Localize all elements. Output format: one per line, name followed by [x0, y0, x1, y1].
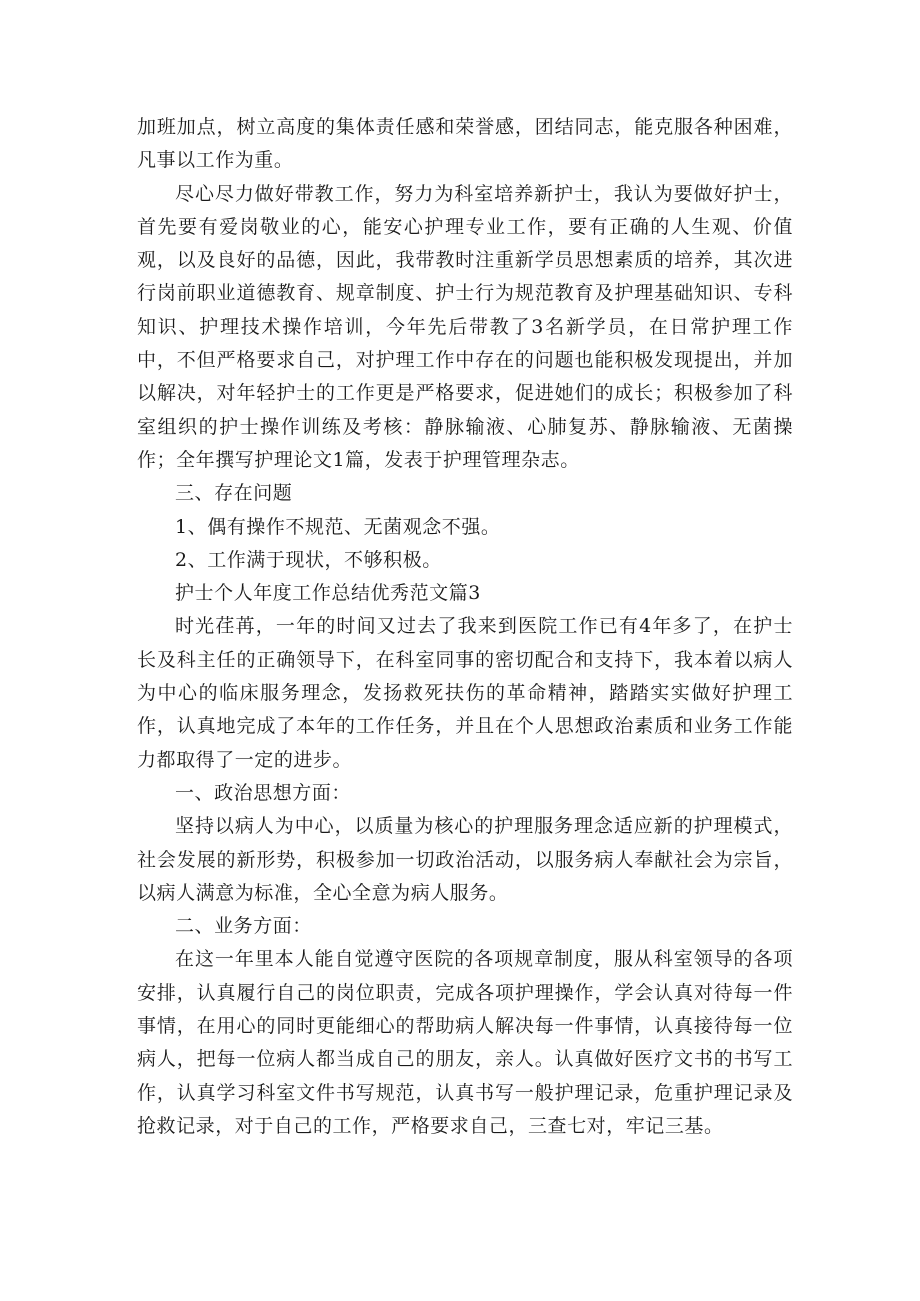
list-item-problem-2: 2、工作满于现状，不够积极。 — [175, 548, 442, 571]
paragraph-teaching-work: 尽心尽力做好带教工作，努力为科室培养新护士，我认为要做好护士，首先要有爱岗敬业的心，能安心护理专业工作，要有正确的人生观、价值观，以及良好的品德，因此，我带教时注重新学员思想素质的培养，其次进行岗前职业道德教育、规章制度、护士行为规范教育及护理基础知识、专科知识、护理技术操作培训，今年先后带教了3名新学员，在日常护理工作中，不但严格要求自己，对护理工作中存在的问题也能积极发现提出，并加以解决，对年轻护士的工作更是严格要求，促进她们的成长；积极参加了科室组织的护士操作训练及考核：静脉输液、心肺复苏、静脉输液、无菌操作；全年撰写护理论文1篇，发表于护理管理杂志。 — [137, 182, 793, 471]
article-title: 护士个人年度工作总结优秀范文篇3 — [175, 582, 481, 605]
paragraph-intro: 时光荏苒，一年的时间又过去了我来到医院工作已有4年多了，在护士长及科主任的正确领导下，在科室同事的密切配合和支持下，我本着以病人为中心的临床服务理念，发扬救死扶伤的革命精神，踏踏实实做好护理工作，认真地完成了本年的工作任务，并且在个人思想政治素质和业务工作能力都取得了一定的进步。 — [137, 615, 793, 771]
paragraph-continuation: 加班加点，树立高度的集体责任感和荣誉感，团结同志，能克服各种困难，凡事以工作为重。 — [137, 116, 793, 172]
section-heading-business: 二、业务方面： — [175, 915, 312, 938]
section-heading-existing-problems: 三、存在问题 — [175, 482, 293, 505]
section-heading-political: 一、政治思想方面： — [175, 781, 351, 804]
paragraph-business: 在这一年里本人能自觉遵守医院的各项规章制度，服从科室领导的各项安排，认真履行自己的岗位职责，完成各项护理操作，学会认真对待每一件事情，在用心的同时更能细心的帮助病人解决每一件事情，认真接待每一位病人，把每一位病人都当成自己的朋友，亲人。认真做好医疗文书的书写工作，认真学习科室文件书写规范，认真书写一般护理记录，危重护理记录及抢救记录，对于自己的工作，严格要求自己，三查七对，牢记三基。 — [137, 948, 793, 1137]
list-item-problem-1: 1、偶有操作不规范、无菌观念不强。 — [175, 515, 501, 538]
paragraph-political: 坚持以病人为中心，以质量为核心的护理服务理念适应新的护理模式，社会发展的新形势，积极参加一切政治活动，以服务病人奉献社会为宗旨，以病人满意为标准，全心全意为病人服务。 — [137, 815, 793, 904]
document-page — [137, 111, 793, 1143]
